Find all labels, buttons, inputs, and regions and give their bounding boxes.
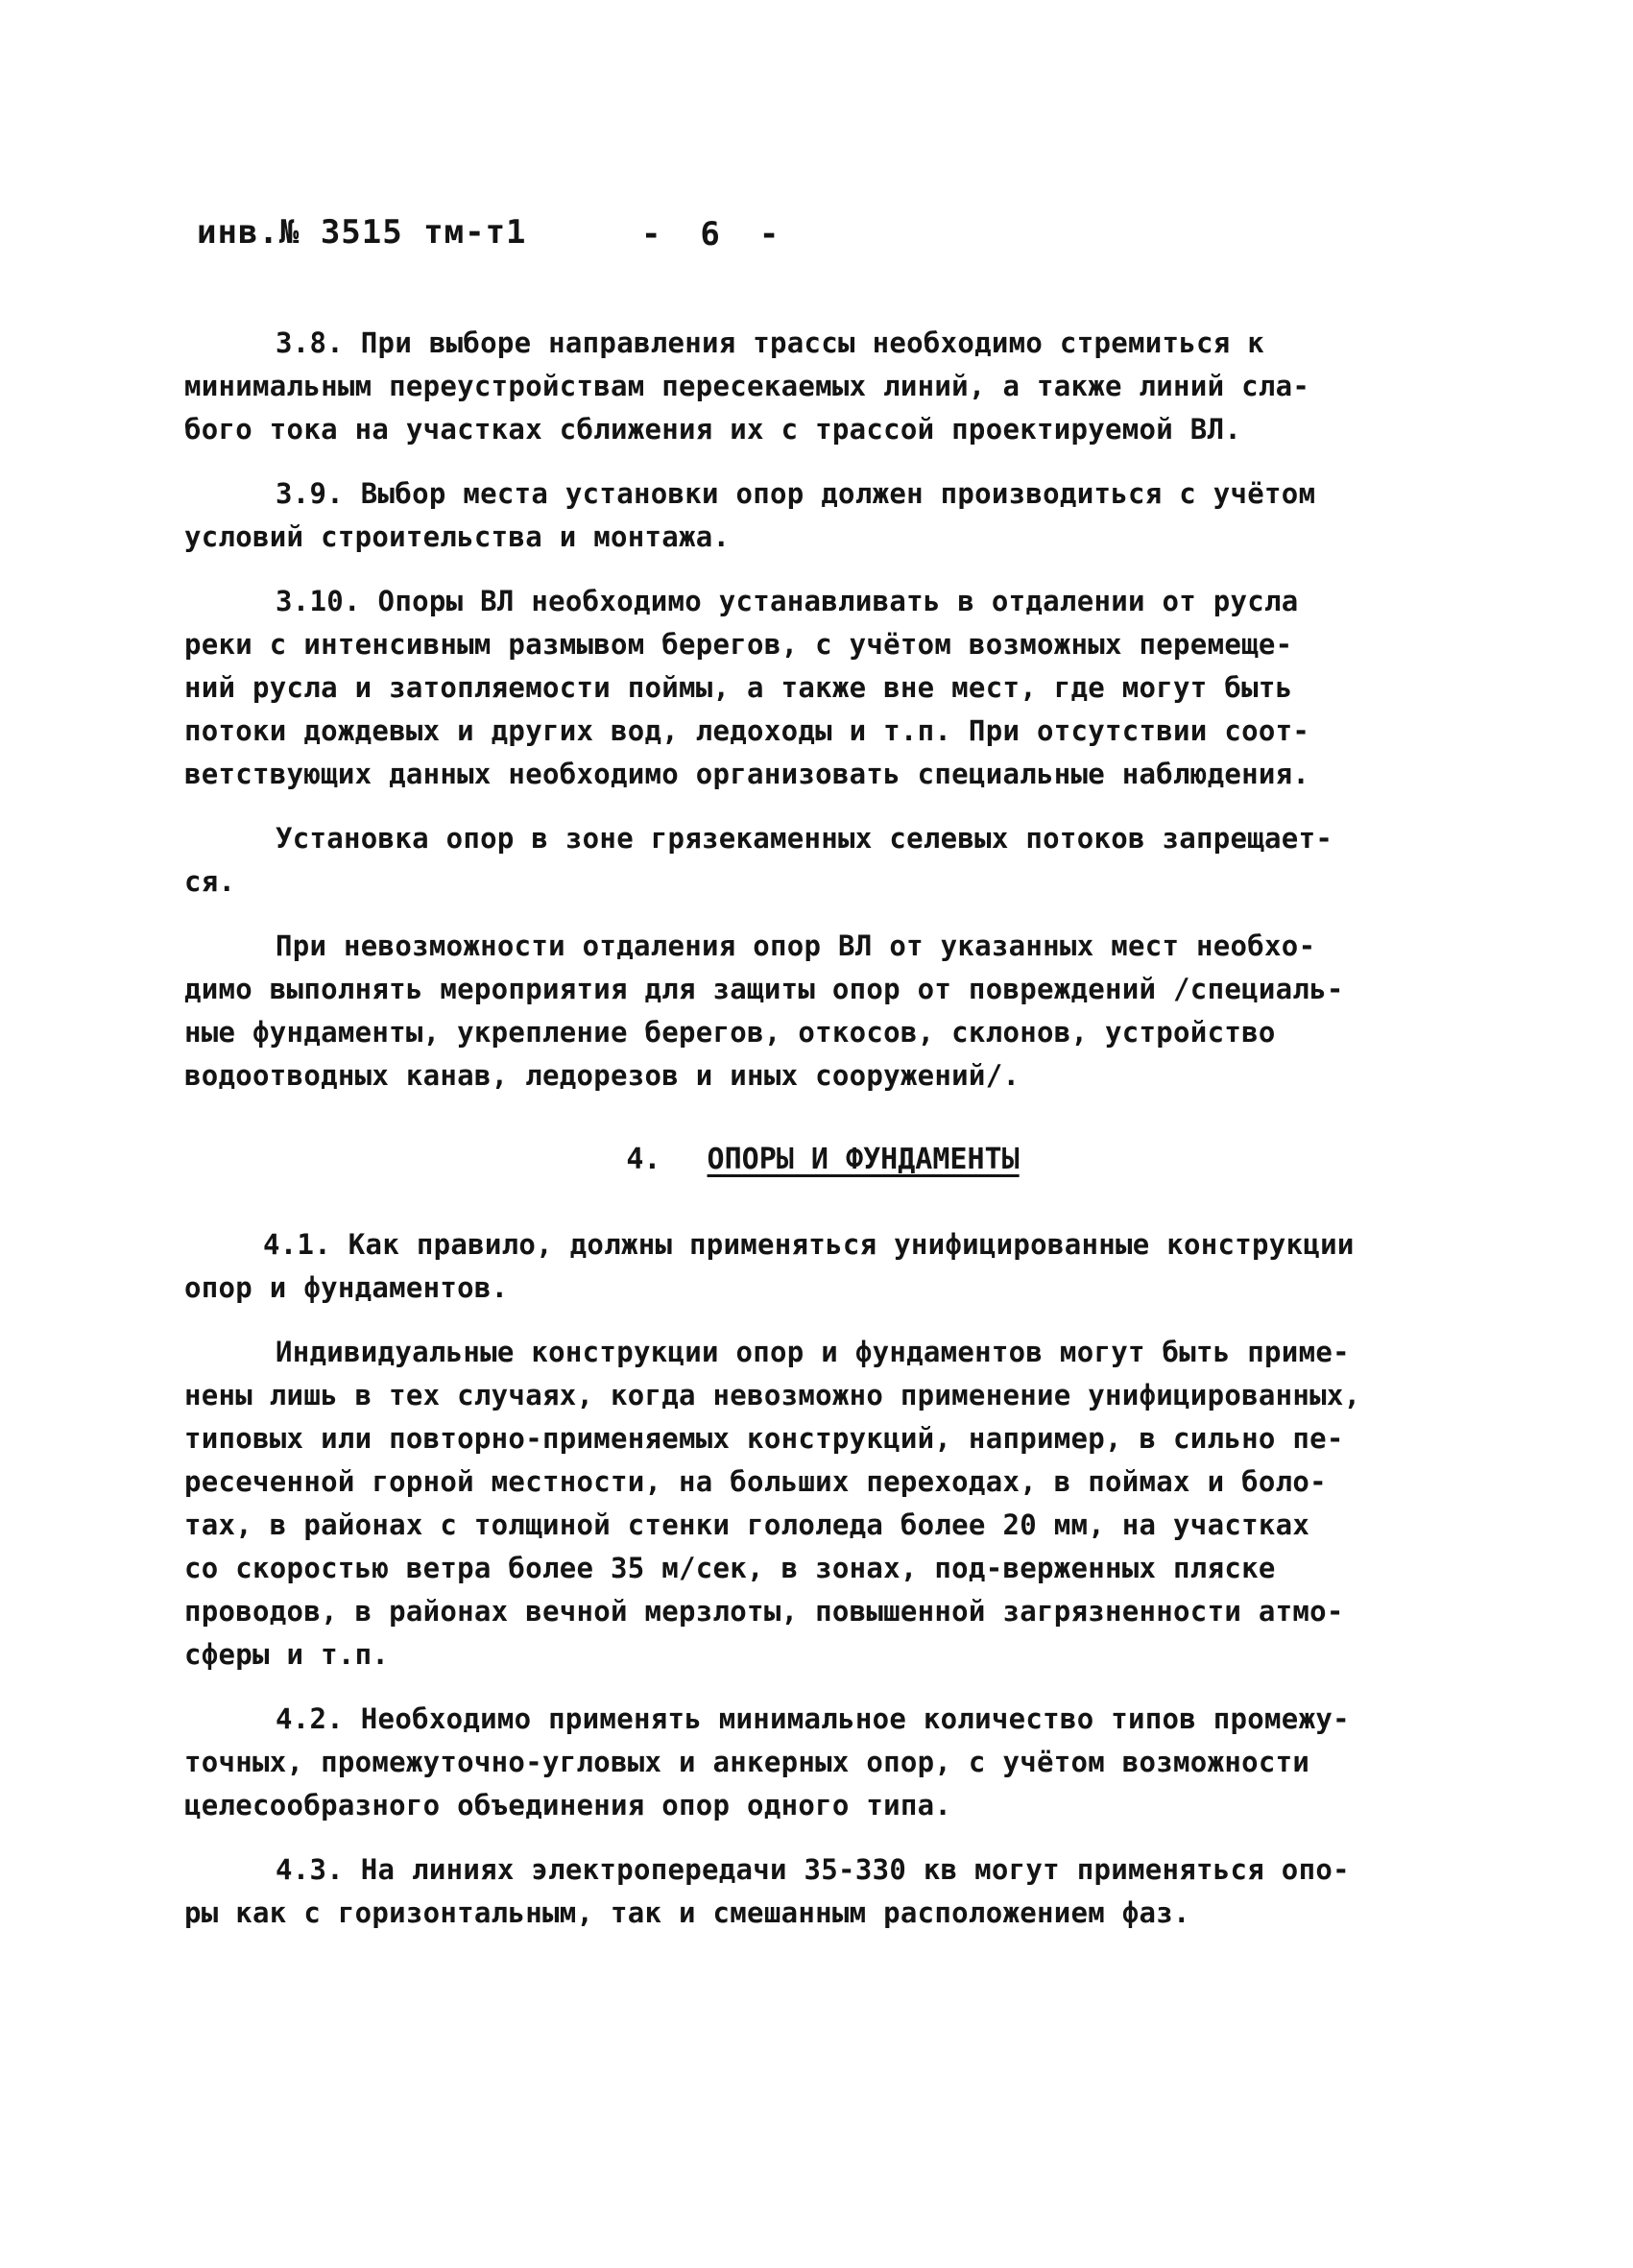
text-line: сферы и т.п.	[184, 1638, 390, 1671]
inventory-number: инв.№ 3515 тм-т1	[197, 213, 527, 252]
paragraph-3-9	[184, 472, 1461, 559]
text-line: целесообразного объединения опор одного типа.	[184, 1789, 952, 1822]
text-line: ры как с горизонтальным, так и смешанным расположением фаз.	[184, 1896, 1190, 1929]
text-line: водоотводных канав, ледорезов и иных сооружений/.	[184, 1059, 1021, 1092]
text-line: типовых или повторно-применяемых конструкций, например, в сильно пе-	[184, 1422, 1344, 1455]
section-heading	[184, 1138, 1461, 1181]
text-line: со скоростью ветра более 35 м/сек, в зонах, под-верженных пляске	[184, 1552, 1276, 1584]
text-line: условий строительства и монтажа.	[184, 520, 731, 553]
paragraph-impossible	[184, 925, 1461, 1098]
paragraph-3-8	[184, 322, 1461, 451]
text-line: 3.8. При выборе направления трассы необходимо стремиться к	[276, 326, 1265, 359]
text-line: потоки дождевых и других вод, ледоходы и т.п. При отсутствии соот-	[184, 714, 1310, 747]
text-line: реки с интенсивным размывом берегов, с учётом возможных перемеще-	[184, 628, 1293, 661]
paragraph-4-1	[184, 1223, 1461, 1310]
paragraph-4-2	[184, 1698, 1461, 1827]
text-line: опор и фундаментов.	[184, 1271, 509, 1304]
text-line: 4.3. На линиях электропередачи 35-330 кв могут применяться опо-	[276, 1853, 1350, 1886]
text-line: Индивидуальные конструкции опор и фундаментов могут быть приме-	[276, 1336, 1350, 1368]
text-line: ные фундаменты, укрепление берегов, откосов, склонов, устройство	[184, 1016, 1276, 1049]
text-line: минимальным переустройствам пересекаемых линий, а также линий сла-	[184, 370, 1310, 402]
paragraph-3-10	[184, 580, 1461, 796]
text-line: При невозможности отдаления опор ВЛ от указанных мест необхо-	[276, 929, 1316, 962]
text-line: ветствующих данных необходимо организовать специальные наблюдения.	[184, 758, 1310, 790]
text-line: 3.10. Опоры ВЛ необходимо устанавливать в отдалении от русла	[276, 585, 1299, 617]
text-line: ресеченной горной местности, на больших переходах, в поймах и боло-	[184, 1465, 1327, 1498]
text-line: 4.1. Как правило, должны применяться унифицированные конструкции	[263, 1228, 1355, 1261]
text-line: 4.2. Необходимо применять минимальное количество типов промежу-	[276, 1702, 1350, 1735]
section-number: 4.	[626, 1143, 661, 1176]
section-title: ОПОРЫ И ФУНДАМЕНТЫ	[707, 1143, 1020, 1176]
text-line: Установка опор в зоне грязекаменных селевых потоков запрещает-	[276, 822, 1333, 855]
page-number: - 6 -	[641, 215, 780, 253]
text-line: димо выполнять мероприятия для защиты опор от повреждений /специаль-	[184, 973, 1344, 1005]
text-line: ний русла и затопляемости поймы, а также вне мест, где могут быть	[184, 671, 1293, 704]
text-line: точных, промежуточно-угловых и анкерных опор, с учётом возможности	[184, 1746, 1310, 1778]
text-line: 3.9. Выбор места установки опор должен производиться с учётом	[276, 477, 1316, 510]
text-line: ся.	[184, 865, 236, 898]
text-line: бого тока на участках сближения их с трассой проектируемой ВЛ.	[184, 413, 1242, 446]
page-header	[0, 213, 1633, 261]
paragraph-mudflow	[184, 817, 1461, 904]
text-line: тах, в районах с толщиной стенки гололеда более 20 мм, на участках	[184, 1508, 1310, 1541]
text-line: проводов, в районах вечной мерзлоты, повышенной загрязненности атмо-	[184, 1595, 1344, 1628]
document-body	[184, 322, 1461, 1935]
text-line: нены лишь в тех случаях, когда невозможно применение унифицированных,	[184, 1379, 1361, 1411]
paragraph-4-3	[184, 1848, 1461, 1935]
paragraph-individual	[184, 1331, 1461, 1677]
